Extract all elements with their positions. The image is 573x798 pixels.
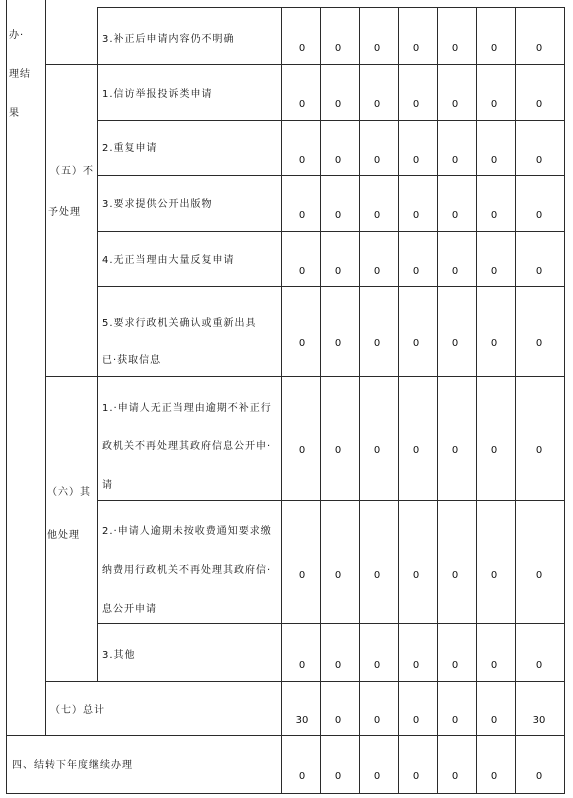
value-cell: 0 [490,210,498,221]
value-cell: 0 [373,715,381,726]
value-cell: 0 [412,99,420,110]
value-cell: 0 [373,266,381,277]
value-cell: 0 [535,660,543,671]
value-cell: 0 [535,99,543,110]
value-cell: 0 [334,99,342,110]
value-cell: 0 [490,715,498,726]
value-cell: 0 [490,445,498,456]
value-cell: 0 [298,99,306,110]
value-cell: 0 [535,155,543,166]
row-line [6,735,564,736]
value-cell: 0 [298,210,306,221]
value-cell: 0 [298,338,306,349]
row-line [97,231,564,232]
row-line [97,500,564,501]
value-cell: 0 [373,338,381,349]
value-cell: 0 [373,445,381,456]
value-cell: 0 [334,155,342,166]
section-four-label: 四、结转下年度继续办理 [12,760,133,771]
value-cell: 0 [490,660,498,671]
value-cell: 0 [535,266,543,277]
value-cell: 0 [412,445,420,456]
section-label-line: 理结 [9,69,31,80]
value-cell: 30 [532,715,546,726]
value-cell: 0 [451,445,459,456]
value-cell: 0 [535,570,543,581]
value-cell: 0 [535,43,543,54]
row-line [45,64,564,65]
value-cell: 0 [412,715,420,726]
value-cell: 0 [451,155,459,166]
group-label-line: 予处理 [48,207,81,218]
value-cell: 0 [490,99,498,110]
value-cell: 0 [451,338,459,349]
item-label: 1.信访举报投诉类申请 [102,89,213,100]
row-line [97,286,564,287]
row-line [97,120,564,121]
value-cell: 0 [451,99,459,110]
item-label: 政机关不再处理其政府信息公开申· [102,441,272,452]
item-label: 3.要求提供公开出版物 [102,199,213,210]
value-cell: 0 [334,660,342,671]
value-cell: 0 [373,43,381,54]
value-cell: 0 [373,155,381,166]
row-line [97,7,564,8]
value-cell: 0 [535,445,543,456]
value-cell: 0 [412,266,420,277]
value-cell: 0 [298,660,306,671]
item-label: 2.·申请人逾期未按收费通知要求缴 [102,526,272,537]
col-line [45,0,46,736]
value-cell: 0 [451,771,459,782]
value-cell: 0 [490,570,498,581]
col-line [97,7,98,682]
value-cell: 0 [334,715,342,726]
value-cell: 0 [298,266,306,277]
col-line [320,7,321,794]
value-cell: 0 [373,99,381,110]
value-cell: 0 [490,155,498,166]
item-label: 5.要求行政机关确认或重新出具 [102,318,257,329]
section-label-line: 办· [9,30,25,41]
value-cell: 0 [451,210,459,221]
value-cell: 0 [298,771,306,782]
col-line [281,7,282,794]
value-cell: 0 [373,210,381,221]
value-cell: 0 [451,43,459,54]
value-cell: 0 [334,43,342,54]
value-cell: 0 [412,570,420,581]
value-cell: 0 [451,660,459,671]
row-line [97,175,564,176]
value-cell: 0 [412,43,420,54]
col-line [398,7,399,794]
value-cell: 0 [412,155,420,166]
item-label: 3.补正后申请内容仍不明确 [102,34,235,45]
group-label-line: （七）总计 [50,705,105,716]
col-line [359,7,360,794]
value-cell: 0 [535,210,543,221]
row-line [97,623,564,624]
value-cell: 0 [373,570,381,581]
value-cell: 0 [298,43,306,54]
value-cell: 0 [535,771,543,782]
value-cell: 0 [334,338,342,349]
col-line [515,7,516,794]
group-label-line: （五）不 [50,166,94,177]
group-label-line: （六）其 [47,487,91,498]
value-cell: 0 [412,338,420,349]
value-cell: 0 [412,771,420,782]
row-line [6,793,564,794]
value-cell: 0 [412,210,420,221]
value-cell: 0 [490,43,498,54]
col-line [6,0,7,794]
value-cell: 0 [490,771,498,782]
col-line [564,7,565,794]
col-line [437,7,438,794]
item-label: 2.重复申请 [102,143,158,154]
value-cell: 0 [373,660,381,671]
value-cell: 0 [373,771,381,782]
value-cell: 0 [451,570,459,581]
value-cell: 0 [334,570,342,581]
value-cell: 0 [451,715,459,726]
item-label: 请 [102,480,113,491]
value-cell: 0 [298,155,306,166]
value-cell: 0 [334,445,342,456]
value-cell: 0 [298,570,306,581]
item-label: 3.其他 [102,650,136,661]
col-line [476,7,477,794]
item-label: 已·获取信息 [102,355,162,366]
value-cell: 0 [298,445,306,456]
value-cell: 0 [412,660,420,671]
value-cell: 0 [334,771,342,782]
value-cell: 0 [451,266,459,277]
section-label-line: 果 [9,108,20,119]
value-cell: 0 [490,266,498,277]
row-line [45,376,564,377]
value-cell: 0 [334,266,342,277]
group-label-line: 他处理 [47,530,80,541]
row-line [45,681,564,682]
value-cell: 0 [535,338,543,349]
item-label: 息公开申请 [102,604,157,615]
item-label: 纳费用行政机关不再处理其政府信· [102,565,272,576]
value-cell: 0 [334,210,342,221]
value-cell: 0 [490,338,498,349]
item-label: 1.·申请人无正当理由逾期不补正行 [102,403,272,414]
item-label: 4.无正当理由大量反复申请 [102,255,235,266]
value-cell: 30 [295,715,309,726]
